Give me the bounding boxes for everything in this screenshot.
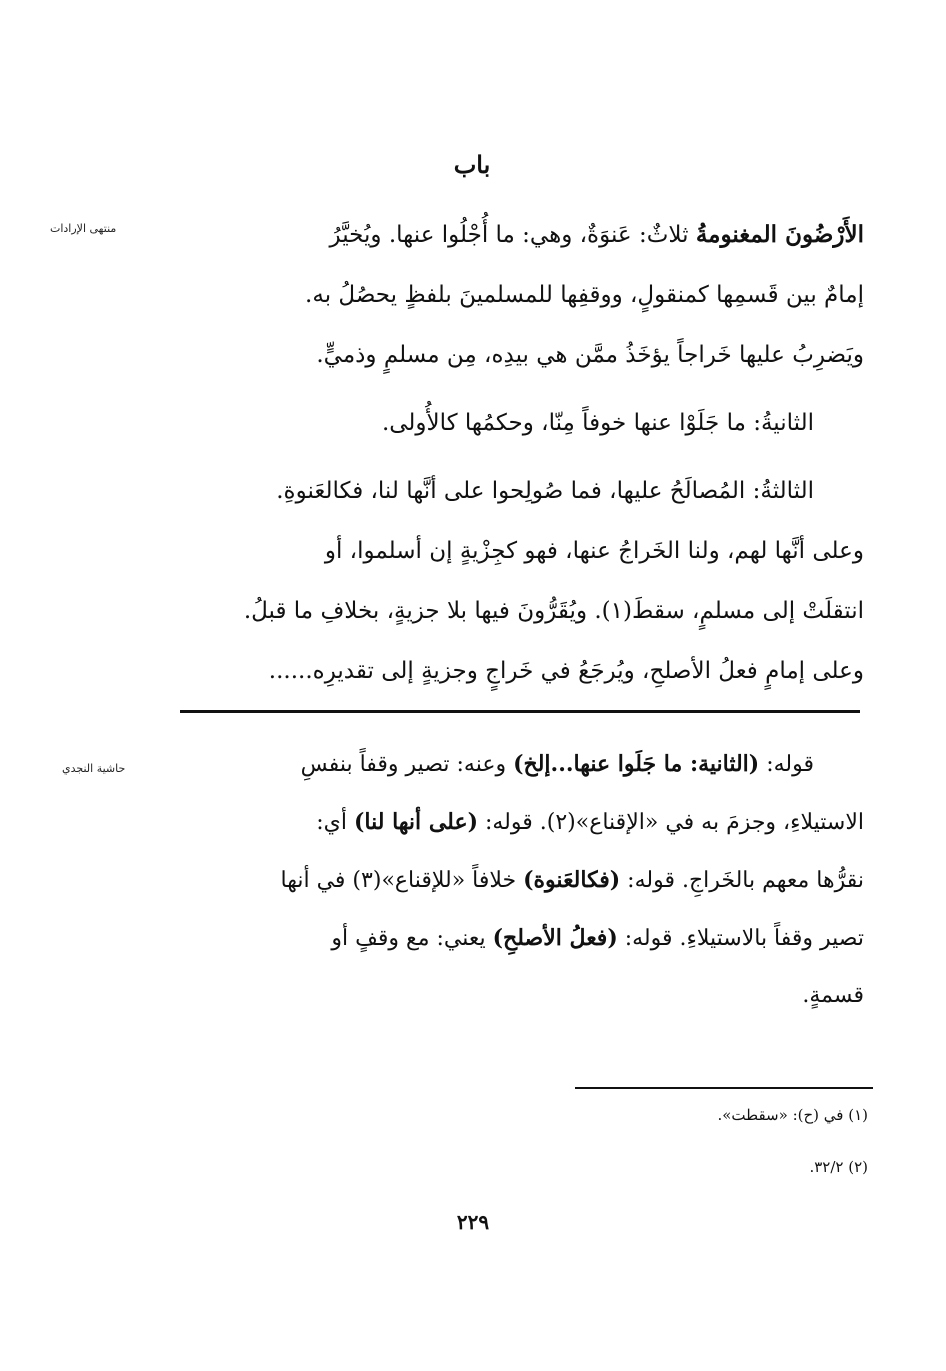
main-line-bold: الأَرْضُونَ المغنومةُ: [695, 221, 864, 248]
hashiya-text-block: [168, 735, 864, 1025]
main-line: [168, 581, 864, 641]
main-line-text: ثلاثٌ: عَنوَةٌ، وهي: ما أُجْلُوا عنها. ويُخيَّرُ: [329, 222, 696, 248]
hashiya-line-before: قسمةٍ.: [802, 983, 864, 1008]
main-line: [168, 521, 864, 581]
hashiya-line-bold: (على أنها لنا): [353, 809, 478, 835]
main-line-text: الثانيةُ: ما جَلَوْا عنها خوفاً مِنّا، وحكمُها كالأُولى.: [381, 410, 814, 436]
hashiya-line-after: أي:: [316, 810, 354, 835]
main-line: [168, 265, 864, 325]
main-line-text: الثالثةُ: المُصالَحُ عليها، فما صُولِحوا على أنَّها لنا، فكالعَنوةِ.: [276, 478, 814, 504]
hashiya-line: [168, 793, 864, 851]
hashiya-line-after: خلافاً «للإقناع»(٣) في أنها: [280, 868, 524, 893]
hashiya-line-before: تصير وقفاً بالاستيلاءِ. قوله:: [617, 926, 864, 951]
hashiya-line-bold: (الثانية: ما جَلَوا عنها...إلخ): [513, 751, 760, 777]
hashiya-line: [168, 735, 864, 793]
page-number: ٢٢٩: [456, 1210, 490, 1234]
hashiya-line-before: الاستيلاءِ، وجزمَ به في «الإقناع»(٢). قوله:: [477, 810, 864, 835]
footnote-rule: [575, 1087, 873, 1089]
main-line: [168, 325, 864, 385]
hashiya-line-bold: (فعلُ الأصلحِ): [492, 925, 618, 951]
hashiya-line-before: نقرُّها معهم بالخَراجِ. قوله:: [620, 868, 864, 893]
main-line: [168, 641, 864, 701]
main-line-text: إمامٌ بين قَسمِها كمنقولٍ، ووقفِها للمسلمينَ بلفظٍ يحصُلُ به.: [305, 282, 864, 308]
footnote-1: (١) في (ح): «سقطت».: [717, 1106, 868, 1124]
hashiya-line: [168, 967, 864, 1025]
footnote-2: (٢) ٣٢/٢.: [809, 1158, 868, 1176]
hashiya-line-after: يعني: مع وقفٍ أو: [331, 926, 493, 951]
main-line: [168, 461, 864, 521]
side-label-main-source: منتهى الإرادات: [50, 222, 117, 235]
main-line: [168, 393, 864, 453]
hashiya-line: [168, 909, 864, 967]
chapter-heading: باب: [453, 150, 491, 179]
hashiya-line-bold: (فكالعَنوة): [523, 867, 621, 893]
main-line-text: ويَضرِبُ عليها خَراجاً يؤخَذُ ممَّن هي بيدِه، مِن مسلمٍ وذميٍّ.: [316, 342, 864, 368]
main-line-text: انتقلَتْ إلى مسلمٍ، سقطَ(١). ويُقَرُّونَ فيها بلا جزيةٍ، بخلافِ ما قبلُ.: [243, 598, 864, 624]
main-line: [168, 205, 864, 265]
main-line-text: وعلى إمامٍ فعلُ الأصلحِ، ويُرجَعُ في خَراجٍ وجزيةٍ إلى تقديرِه......: [268, 658, 864, 684]
side-label-hashiya-source: حاشية النجدي: [62, 762, 126, 775]
hashiya-line: [168, 851, 864, 909]
hashiya-line-after: وعنه: تصير وقفاً بنفسِ: [300, 752, 514, 777]
hashiya-line-before: قوله:: [759, 752, 814, 777]
main-text-block: [168, 205, 864, 701]
main-line-text: وعلى أنَّها لهم، ولنا الخَراجُ عنها، فهو كجِزْيةٍ إن أسلموا، أو: [324, 538, 864, 564]
section-divider: [180, 710, 860, 713]
footnotes: [717, 1100, 868, 1204]
